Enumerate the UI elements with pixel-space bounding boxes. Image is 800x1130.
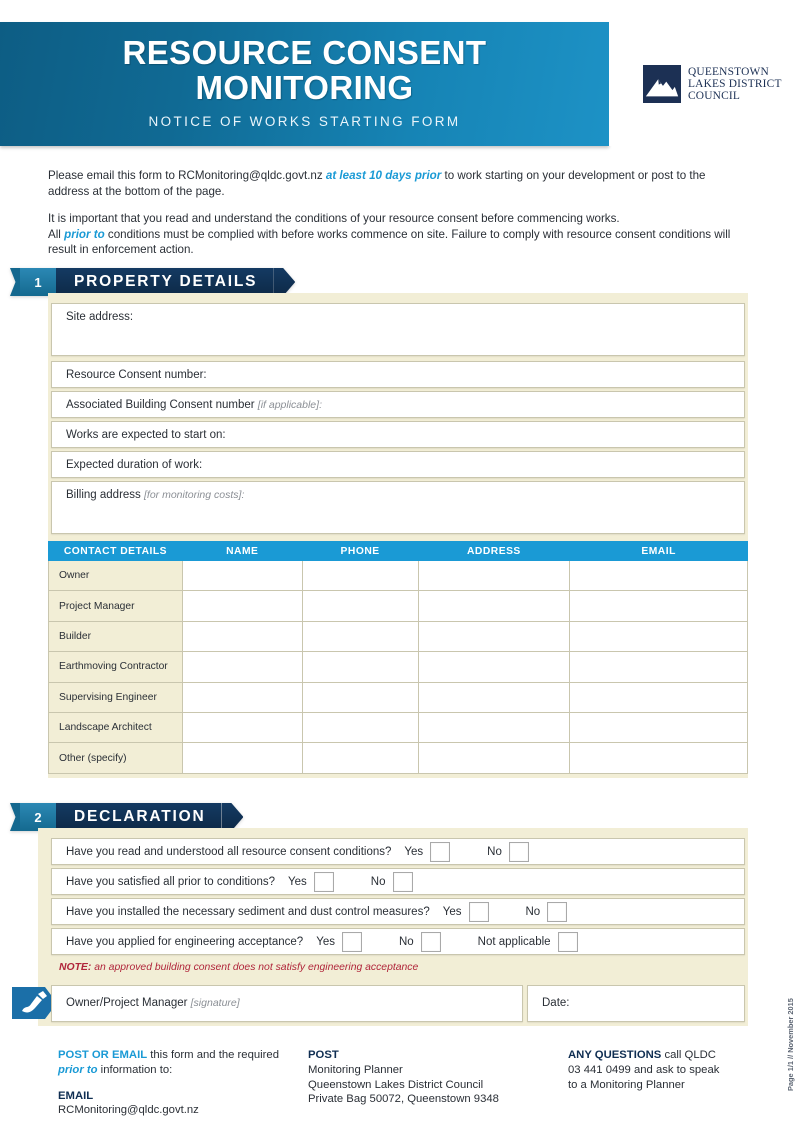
table-header-row (49, 542, 748, 561)
cell-eng-email[interactable] (570, 682, 748, 712)
cell-arch-phone[interactable] (302, 712, 418, 742)
cell-earth-name[interactable] (182, 652, 302, 682)
logo-zone (609, 22, 800, 146)
intro-p1-a: Please email this form to RCMonitoring@qldc.govt.nz (48, 169, 326, 182)
intro-p2-b: All (48, 227, 65, 241)
section-1-notch (10, 268, 20, 296)
page-subtitle: NOTICE OF WORKS STARTING FORM (148, 114, 461, 129)
footer-any-questions-label: ANY QUESTIONS (568, 1049, 662, 1061)
logo-line-2: LAKES DISTRICT (688, 77, 782, 90)
section-1-number: 1 (20, 268, 56, 296)
footer-post-line-1: Monitoring Planner (308, 1063, 403, 1076)
label-works-start-date: Works are expected to start on: (66, 429, 226, 441)
label-resource-consent-number: Resource Consent number: (66, 369, 207, 381)
label-expected-duration: Expected duration of work: (66, 459, 203, 471)
section-header-declaration (10, 803, 243, 831)
question-4-no-checkbox[interactable] (421, 932, 441, 952)
cell-arch-email[interactable] (570, 712, 748, 742)
intro-paragraph-2 (48, 211, 748, 258)
footer-post-line-2: Queenstown Lakes District Council (308, 1078, 484, 1091)
page-marker: Page 1/1 // November 2015 (786, 998, 795, 1091)
question-4-yes-label: Yes (316, 935, 335, 948)
section-2-arrow (221, 803, 243, 831)
row-label-project-manager: Project Manager (49, 591, 183, 621)
intro-p1-emphasis: at least 10 days prior (325, 169, 442, 182)
section-2-title: DECLARATION (56, 803, 221, 831)
col-contact-details: CONTACT DETAILS (49, 542, 183, 561)
question-2-yes-checkbox[interactable] (314, 872, 334, 892)
cell-eng-name[interactable] (182, 682, 302, 712)
col-name: NAME (182, 542, 302, 561)
question-1-yes-label: Yes (404, 845, 424, 858)
cell-arch-address[interactable] (418, 712, 570, 742)
row-label-landscape-architect: Landscape Architect (49, 712, 183, 742)
footer-post-or-email-label: POST OR EMAIL (58, 1049, 148, 1061)
footer-email-value[interactable]: RCMonitoring@qldc.govt.nz (58, 1104, 199, 1117)
footer-post-heading: POST (308, 1049, 339, 1061)
footer-post-or-email (58, 1048, 288, 1118)
footer-col1-emphasis: prior to (58, 1063, 98, 1076)
footer-email-heading: EMAIL (58, 1089, 94, 1102)
col-address: ADDRESS (418, 542, 570, 561)
question-4-na-checkbox[interactable] (558, 932, 578, 952)
field-works-start-date[interactable] (51, 421, 745, 448)
question-3-yes-checkbox[interactable] (469, 902, 489, 922)
cell-builder-name[interactable] (182, 621, 302, 651)
note-label: NOTE: (59, 962, 92, 973)
footer-col1-lead-line (58, 1048, 288, 1078)
question-1-no[interactable] (487, 842, 529, 862)
label-building-consent-number: Associated Building Consent number (66, 399, 258, 411)
question-1-yes-checkbox[interactable] (430, 842, 450, 862)
footer-phone-line: 03 441 0499 and ask to speak (568, 1063, 720, 1076)
label-date: Date: (542, 997, 570, 1009)
cell-earth-email[interactable] (570, 652, 748, 682)
table-row (49, 561, 748, 591)
question-2-no[interactable] (371, 872, 413, 892)
question-3-text: Have you installed the necessary sediment and dust control measures? (66, 905, 430, 918)
footer-post-address (308, 1048, 558, 1107)
question-2-yes-label: Yes (288, 875, 307, 888)
cell-owner-email[interactable] (570, 561, 748, 591)
intro-p2-a: It is important that you read and understand the conditions of your resource consent before commencing works. (48, 212, 620, 226)
table-row (49, 743, 748, 773)
hint-building-consent-number: [if applicable]: (257, 399, 322, 411)
cell-other-address[interactable] (418, 743, 570, 773)
footer-col1-a: this form and the required (147, 1049, 279, 1061)
cell-earth-address[interactable] (418, 652, 570, 682)
intro-p2-c: conditions must be complied with before works commence on site. Failure to comply with resource consent conditions will result in enforcement action. (48, 227, 731, 257)
col-email: EMAIL (570, 542, 748, 561)
footer-post-line-3: Private Bag 50072, Queenstown 9348 (308, 1093, 499, 1106)
cell-earth-phone[interactable] (302, 652, 418, 682)
question-1-text: Have you read and understood all resource consent conditions? (66, 845, 392, 858)
question-1-yes[interactable] (404, 842, 450, 862)
question-4-no-label: No (398, 935, 414, 948)
signature-field[interactable] (51, 985, 523, 1022)
cell-builder-phone[interactable] (302, 621, 418, 651)
cell-eng-phone[interactable] (302, 682, 418, 712)
question-3-no-label: No (525, 905, 541, 918)
table-row (49, 682, 748, 712)
table-row (49, 712, 748, 742)
cell-builder-address[interactable] (418, 621, 570, 651)
hint-billing-address: [for monitoring costs]: (143, 489, 245, 501)
question-2-text: Have you satisfied all prior to conditions? (66, 875, 276, 888)
cell-pm-name[interactable] (182, 591, 302, 621)
cell-arch-name[interactable] (182, 712, 302, 742)
question-3-yes-label: Yes (442, 905, 462, 918)
label-site-address: Site address: (66, 311, 134, 323)
question-3-yes[interactable] (443, 902, 489, 922)
logo-line-1: QUEENSTOWN (688, 65, 769, 78)
question-4-na-label: Not applicable (477, 935, 551, 948)
title-line-1: RESOURCE CONSENT (122, 34, 487, 71)
cell-pm-phone[interactable] (302, 591, 418, 621)
cell-other-email[interactable] (570, 743, 748, 773)
logo-wordmark (688, 66, 782, 102)
footer-col1-b: information to: (97, 1063, 173, 1076)
declaration-question-2 (51, 868, 745, 895)
intro-text (48, 168, 748, 258)
table-row (49, 591, 748, 621)
qldc-logo (609, 65, 782, 103)
field-site-address[interactable] (51, 303, 745, 356)
intro-p1-b: to work starting on your development or post to the address at the bottom of the page. (48, 169, 706, 198)
cell-owner-name[interactable] (182, 561, 302, 591)
question-3-no-checkbox[interactable] (547, 902, 567, 922)
title-banner (0, 22, 609, 146)
question-2-yes[interactable] (288, 872, 334, 892)
question-2-no-checkbox[interactable] (393, 872, 413, 892)
field-building-consent-number[interactable] (51, 391, 745, 418)
row-label-earthmoving-contractor: Earthmoving Contractor (49, 652, 183, 682)
cell-owner-phone[interactable] (302, 561, 418, 591)
question-4-text: Have you applied for engineering acceptance? (66, 935, 304, 948)
row-label-supervising-engineer: Supervising Engineer (49, 682, 183, 712)
page-header (0, 22, 800, 146)
label-billing-address: Billing address (66, 489, 144, 501)
intro-p2-emphasis: prior to (64, 227, 105, 241)
engineering-acceptance-note (59, 962, 418, 973)
question-4-no[interactable] (399, 932, 441, 952)
question-1-no-label: No (487, 845, 502, 858)
contact-details-table (48, 541, 748, 774)
question-2-no-label: No (370, 875, 386, 888)
question-1-no-checkbox[interactable] (509, 842, 529, 862)
table-row (49, 652, 748, 682)
row-label-builder: Builder (49, 621, 183, 651)
hint-signature: [signature] (190, 997, 240, 1009)
page-title (0, 22, 609, 105)
logo-line-3: COUNCIL (688, 90, 741, 103)
footer-col3-rest: call QLDC (661, 1049, 716, 1061)
field-billing-address[interactable] (51, 481, 745, 534)
footer-col3-lead-line (568, 1048, 768, 1063)
row-label-other: Other (specify) (49, 743, 183, 773)
field-expected-duration[interactable] (51, 451, 745, 478)
cell-builder-email[interactable] (570, 621, 748, 651)
cell-other-name[interactable] (182, 743, 302, 773)
footer-any-questions (568, 1048, 768, 1092)
col-phone: PHONE (302, 542, 418, 561)
section-header-property-details (10, 268, 295, 296)
mountain-logo-icon (643, 65, 681, 103)
section-2-number: 2 (20, 803, 56, 831)
section-1-title: PROPERTY DETAILS (56, 268, 273, 296)
cell-pm-email[interactable] (570, 591, 748, 621)
question-4-not-applicable[interactable] (478, 932, 578, 952)
table-row (49, 621, 748, 651)
note-text: an approved building consent does not satisfy engineering acceptance (91, 962, 419, 973)
cell-other-phone[interactable] (302, 743, 418, 773)
table-body (49, 561, 748, 774)
section-2-notch (10, 803, 20, 831)
cell-owner-address[interactable] (418, 561, 570, 591)
declaration-question-4 (51, 928, 745, 955)
footer-col3-line-3: to a Monitoring Planner (568, 1078, 685, 1091)
declaration-question-3 (51, 898, 745, 925)
question-4-yes[interactable] (316, 932, 362, 952)
section-1-arrow (273, 268, 295, 296)
label-signature: Owner/Project Manager (66, 997, 191, 1009)
question-3-no[interactable] (526, 902, 568, 922)
cell-eng-address[interactable] (418, 682, 570, 712)
field-resource-consent-number[interactable] (51, 361, 745, 388)
question-4-yes-checkbox[interactable] (342, 932, 362, 952)
title-line-2: MONITORING (195, 69, 414, 106)
declaration-question-1 (51, 838, 745, 865)
date-field[interactable] (527, 985, 745, 1022)
cell-pm-address[interactable] (418, 591, 570, 621)
intro-paragraph-1 (48, 168, 748, 199)
row-label-owner: Owner (49, 561, 183, 591)
